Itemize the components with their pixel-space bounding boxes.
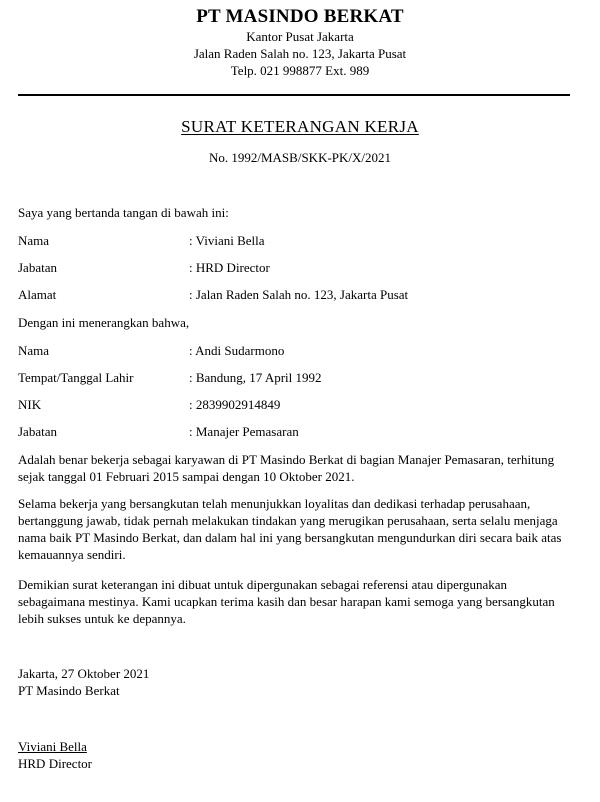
letterhead-divider: [18, 94, 570, 96]
field-value: : 2839902914849: [189, 397, 281, 412]
signature-space: [18, 712, 118, 726]
document-title-text: SURAT KETERANGAN KERJA: [181, 117, 419, 136]
field-label: Alamat: [18, 287, 57, 302]
signature-company: PT Masindo Berkat: [18, 683, 120, 698]
signer-name-text: Viviani Bella: [18, 739, 87, 754]
field-value: : Bandung, 17 April 1992: [189, 370, 322, 385]
field-label: Jabatan: [18, 424, 57, 439]
office-phone: Telp. 021 998877 Ext. 989: [230, 63, 370, 78]
statement-text: Dengan ini menerangkan bahwa,: [18, 315, 190, 330]
document-number: No. 1992/MASB/SKK-PK/X/2021: [208, 150, 392, 165]
letterhead: [0, 6, 600, 79]
field-label: NIK: [18, 397, 42, 412]
field-label: Tempat/Tanggal Lahir: [18, 370, 134, 385]
office-name: Kantor Pusat Jakarta: [246, 29, 354, 44]
field-label: Jabatan: [18, 260, 57, 275]
field-value: : Manajer Pemasaran: [189, 424, 299, 439]
field-value: : Viviani Bella: [189, 233, 265, 248]
signature-place-date: Jakarta, 27 Oktober 2021: [18, 666, 150, 681]
signer-position: HRD Director: [18, 756, 93, 771]
field-value: : Andi Sudarmono: [189, 343, 285, 358]
company-name: PT MASINDO BERKAT: [196, 6, 404, 27]
field-label: Nama: [18, 233, 50, 248]
document-title: [0, 117, 600, 137]
field-label: Nama: [18, 343, 50, 358]
conduct-paragraph: Selama bekerja yang bersangkutan telah menunjukkan loyalitas dan dedikasi terhadap perusahaan, bertanggung jawab, tidak pernah melakukan tindakan yang merugikan perusahaan, serta selalu menjaga nama baik PT Masindo Berkat, dan dalam hal ini yang bersangkutan mengundurkan diri secara baik atas kemauannya sendiri.: [18, 496, 562, 562]
field-value: : Jalan Raden Salah no. 123, Jakarta Pusat: [189, 287, 409, 302]
intro-text: Saya yang bertanda tangan di bawah ini:: [18, 205, 229, 220]
office-address: Jalan Raden Salah no. 123, Jakarta Pusat: [193, 46, 407, 61]
closing-paragraph: Demikian surat keterangan ini dibuat untuk dipergunakan sebagai referensi atau dipergunakan sebagaimana mestinya. Kami ucapkan terima kasih dan besar harapan kami semoga yang bersangkutan lebih sukses untuk ke depannya.: [18, 577, 555, 626]
employment-paragraph: Adalah benar bekerja sebagai karyawan di PT Masindo Berkat di bagian Manajer Pemasaran, terhitung sejak tanggal 01 Februari 2015 sampai dengan 10 Oktober 2021.: [18, 452, 555, 484]
field-value: : HRD Director: [189, 260, 270, 275]
signer-name: [18, 738, 578, 755]
